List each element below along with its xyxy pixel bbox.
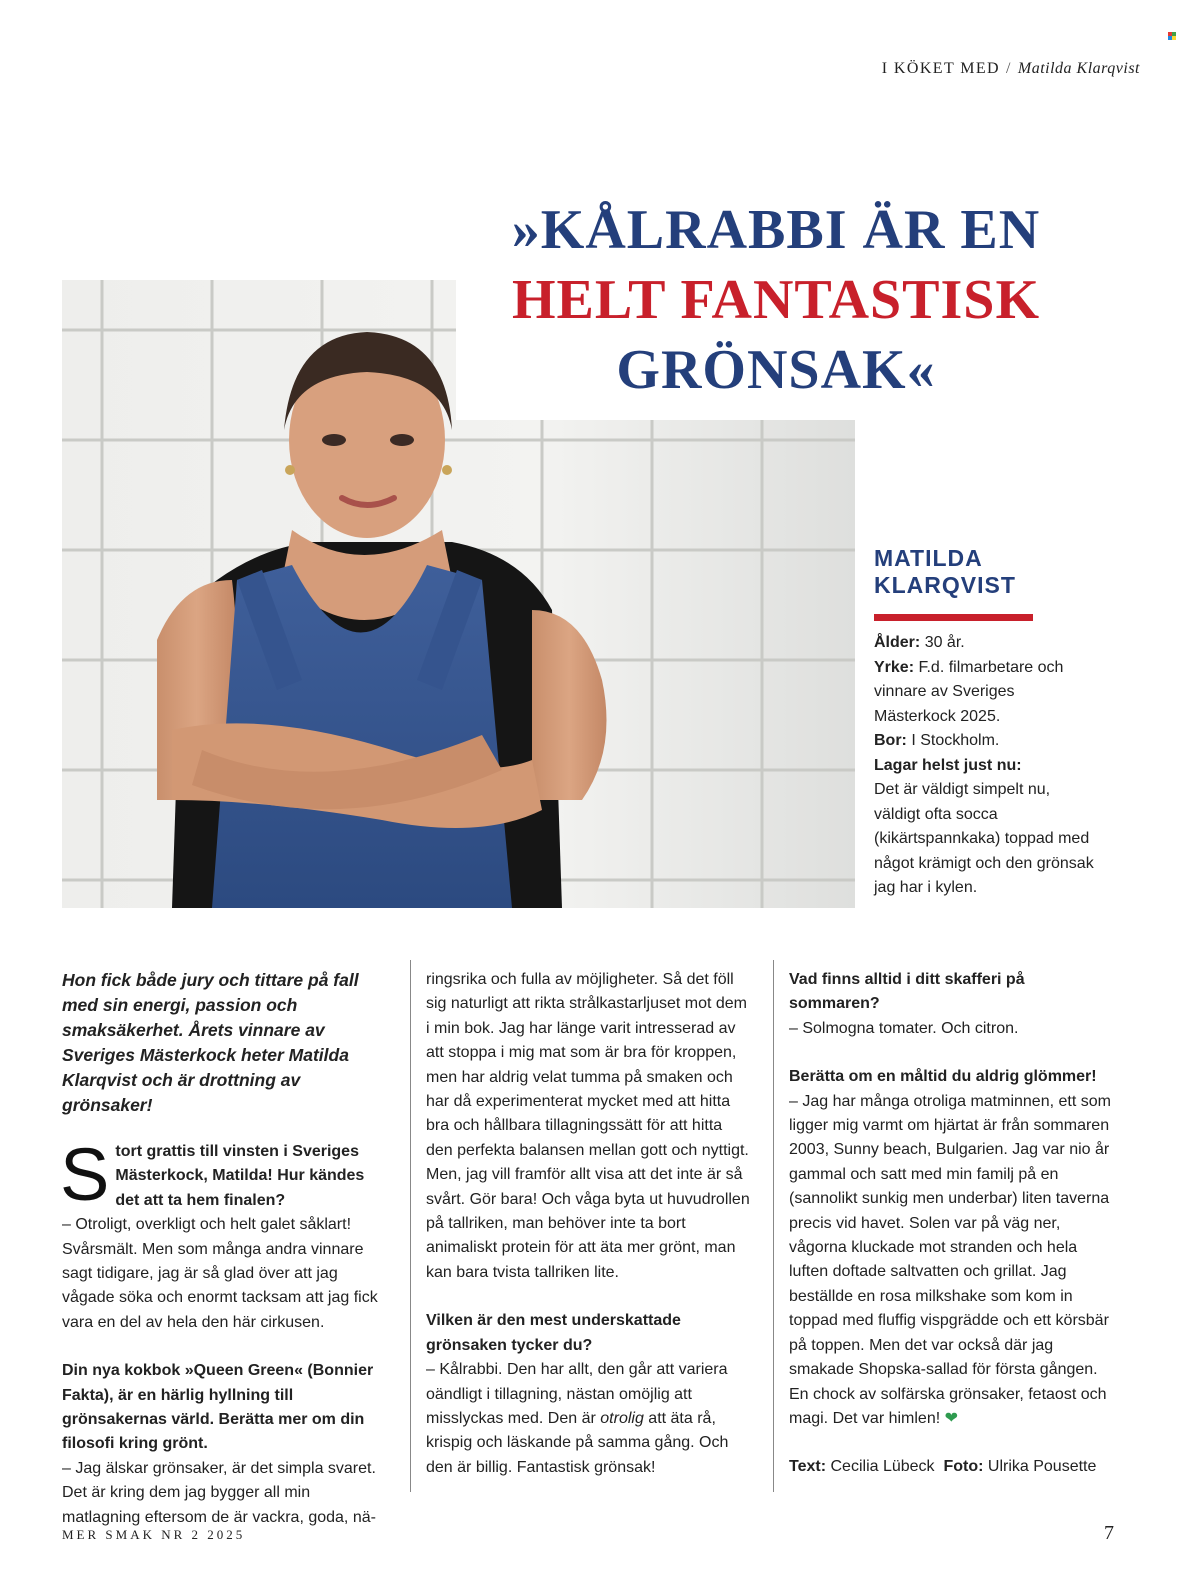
fact-lives-label: Bor: (874, 732, 907, 749)
headline-line-3: GRÖNSAK« (616, 339, 936, 401)
magazine-issue: MER SMAK NR 2 2025 (62, 1527, 246, 1542)
color-registration-mark (1168, 32, 1176, 40)
profile-box (874, 545, 1094, 901)
page-number: 7 (1104, 1522, 1114, 1544)
byline-text-value: Cecilia Lübeck (830, 1458, 935, 1476)
kicker-separator: / (1006, 60, 1012, 77)
interview-opening (60, 1133, 387, 1335)
answer-3-emphasis: otrolig (600, 1409, 644, 1427)
fact-job-value: F.d. filmarbetare och vinnare av Sveriges Mästerkock 2025. (874, 658, 1064, 725)
column-divider-2 (773, 960, 774, 1492)
answer-2-part-1: – Jag älskar grönsaker, är det simpla svaret. Det är kring dem jag bygger all min matlagning eftersom de är vackra, goda, nä- (62, 1459, 376, 1526)
fact-age (874, 631, 1094, 656)
question-2: Din nya kokbok »Queen Green« (Bonnier Fakta), är en härlig hyllning till grönsakernas värld. Berätta mer om din filosofi kring grönt. (62, 1362, 374, 1453)
profile-accent-rule (874, 614, 1033, 621)
profile-name-last: KLARQVIST (874, 572, 1016, 598)
article-column-2 (426, 968, 751, 1480)
left-eye (322, 434, 346, 446)
fact-job-label: Yrke: (874, 658, 915, 676)
section-kicker (760, 60, 1140, 78)
article-column-1 (62, 968, 387, 1530)
headline (456, 195, 1096, 405)
right-eye (390, 434, 414, 446)
section-label: I KÖKET MED (881, 60, 1000, 77)
kicker-person: Matilda Klarqvist (1017, 60, 1140, 77)
column-divider-1 (410, 960, 411, 1492)
article-column-3 (789, 968, 1114, 1480)
answer-1: – Otroligt, overkligt och helt galet såklart! Svårsmält. Men som många andra vinnare sagt tidigare, jag är så glad över att jag vågade söka och enormt tacksam att jag fick vara en del av hela den här cirkusen. (62, 1216, 378, 1331)
question-3: Vilken är den mest underskattade grönsaken tycker du? (426, 1312, 681, 1354)
fact-lives (874, 729, 1094, 754)
fact-cooks-label: Lagar helst just nu: (874, 756, 1022, 774)
byline-text-label: Text: (789, 1458, 827, 1476)
answer-5 (789, 1090, 1114, 1432)
question-5: Berätta om en måltid du aldrig glömmer! (789, 1068, 1097, 1086)
fact-age-value: 30 år. (924, 634, 965, 651)
drop-cap: S (60, 1133, 110, 1216)
answer-3 (426, 1358, 751, 1480)
answer-4: – Solmogna tomater. Och citron. (789, 1019, 1019, 1037)
answer-2-part-2: ringsrika och fulla av möjligheter. Så det föll sig naturligt att rikta strålkastarljuset mot dem i min bok. Jag har länge varit intresserad av att stoppa i mig mat som är bra för kroppen, men har aldrig velat tumma på smaken och har då experimenterat mycket med att hitta bra och hållbara tillagningssätt för att hitta den perfekta balansen mellan gott och nyttigt. Men, jag vill framför allt visa att det inte är så svårt. Gör bara! Och våga byta ut huvudrollen på tallriken, man behöver inte ta bort animaliskt protein för att äta mer grönt, man kan bara tvista tallriken lite. (426, 971, 750, 1281)
profile-name-first: MATILDA (874, 545, 983, 571)
right-earring (442, 465, 452, 475)
headline-line-2: HELT FANTASTISK (511, 269, 1041, 331)
heart-icon: ❤ (944, 1409, 959, 1427)
headline-line-1: »KÅLRABBI ÄR EN (511, 199, 1041, 261)
profile-facts (874, 631, 1094, 901)
fact-lives-value: I Stockholm. (911, 732, 1000, 749)
answer-3-end: att äta rå, krispig och läskande på samma gång. Och den är billig. Fantastisk grönsak! (426, 1409, 729, 1476)
article-lede: Hon fick både jury och tittare på fall med sin energi, passion och smaksäkerhet. Årets vinnare av Sveriges Mästerkock heter Matilda Klarqvist och är drottning av grönsaker! (62, 970, 359, 1115)
byline-photo-label: Foto: (943, 1458, 984, 1476)
question-1: tort grattis till vinsten i Sveriges Mästerkock, Matilda! Hur kändes det att ta hem finalen? (115, 1143, 365, 1209)
fact-cooks (874, 754, 1094, 901)
byline (789, 1455, 1114, 1479)
profile-name (874, 545, 1094, 599)
answer-3-start: – Kålrabbi. Den har allt, den går att variera oändligt i tillagning, nästan omöjlig att misslyckas med. Den är (426, 1361, 728, 1427)
left-earring (285, 465, 295, 475)
answer-5-text: – Jag har många otroliga matminnen, ett som ligger mig varmt om hjärtat är från sommaren 2003, Sunny beach, Bulgarien. Jag var nio år gammal och satt med min familj på en (sannolikt sunkig men underbar) liten taverna precis vid havet. Solen var på väg ner, vågorna kluckade mot stranden och hela luften doftade saltvatten och grillat. Jag beställde en rosa milkshake som kom in toppad med fluffig vispgrädde och ett körsbär på toppen. Men det var också där jag smakade Shopska-sallad för första gången. En chock av solfärska grönsaker, fetaost och magi. Det var himlen! (789, 1092, 1111, 1427)
fact-cooks-value: Det är väldigt simpelt nu, väldigt ofta socca (kikärtspannkaka) toppad med något krämigt och den grönsak jag har i kylen. (874, 781, 1094, 896)
fact-age-label: Ålder: (874, 634, 921, 651)
fact-job (874, 656, 1094, 730)
byline-photo-value: Ulrika Pousette (987, 1458, 1097, 1476)
question-4: Vad finns alltid i ditt skafferi på sommaren? (789, 971, 1025, 1013)
